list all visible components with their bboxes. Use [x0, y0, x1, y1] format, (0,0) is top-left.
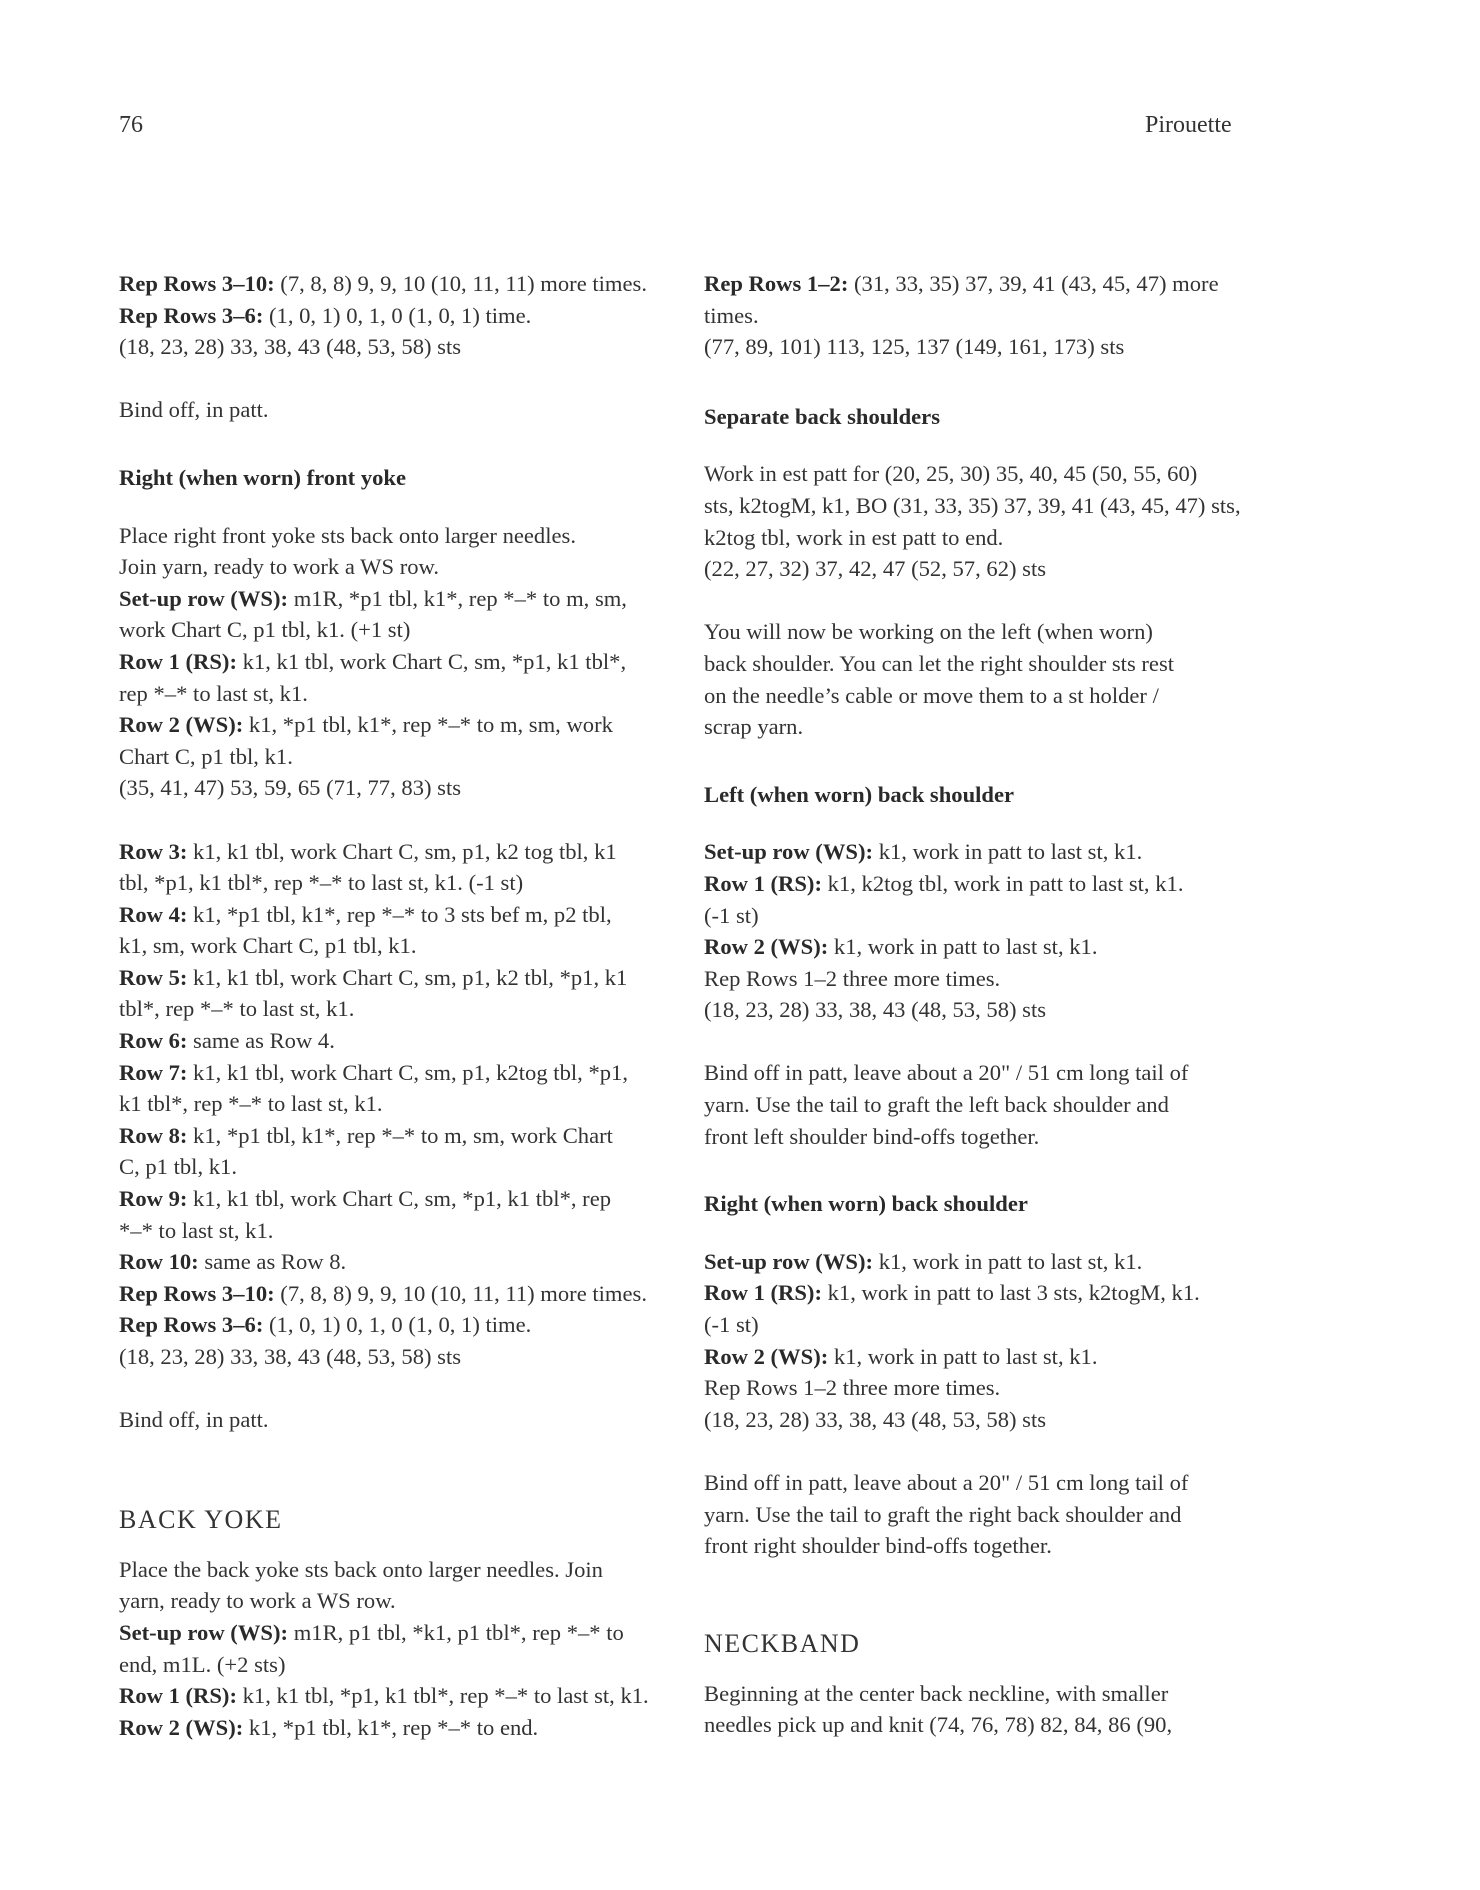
text-line: [704, 994, 1264, 1026]
text-line: [704, 1709, 1264, 1741]
line-text: k1, k1 tbl, work Chart C, sm, p1, k2 tog tbl, k1: [187, 838, 617, 864]
bold-label: Row 2 (WS):: [704, 1343, 829, 1369]
bold-label: Row 1 (RS):: [119, 648, 237, 674]
text-line: [119, 268, 679, 300]
line-text: yarn. Use the tail to graft the right back shoulder and: [704, 1501, 1182, 1527]
line-text: k1, work in patt to last st, k1.: [873, 1248, 1143, 1274]
text-line: [119, 583, 679, 615]
subheading-left-back-shoulder: Left (when worn) back shoulder: [704, 781, 1015, 807]
bold-label: Rep Rows 1–2:: [704, 271, 849, 296]
bold-label: Set-up row (WS):: [704, 1248, 874, 1274]
text-line: [704, 1309, 1264, 1341]
line-text: (77, 89, 101) 113, 125, 137 (149, 161, 173) sts: [704, 334, 1125, 360]
line-text: *–* to last st, k1.: [119, 1217, 274, 1243]
line-text: Join yarn, ready to work a WS row.: [119, 554, 440, 580]
running-title: Pirouette: [1145, 112, 1232, 138]
line-text: Chart C, p1 tbl, k1.: [119, 743, 293, 769]
line-text: end, m1L. (+2 sts): [119, 1651, 286, 1677]
line-text: Bind off in patt, leave about a 20" / 51 cm long tail of: [704, 1470, 1189, 1495]
line-text: needles pick up and knit (74, 76, 78) 82, 84, 86 (90,: [704, 1712, 1173, 1738]
paragraph: [704, 1678, 1264, 1741]
line-text: front left shoulder bind-offs together.: [704, 1123, 1040, 1149]
text-line: [119, 1151, 679, 1183]
line-text: (18, 23, 28) 33, 38, 43 (48, 53, 58) sts: [704, 997, 1047, 1023]
text-line: [704, 711, 1264, 743]
line-text: Beginning at the center back neckline, with smaller: [704, 1680, 1169, 1706]
section-heading-neckband: NECKBAND: [704, 1628, 861, 1658]
text-line: [119, 551, 679, 583]
text-line: [119, 1183, 679, 1215]
line-text: (1, 0, 1) 0, 1, 0 (1, 0, 1) time.: [263, 1312, 532, 1338]
line-text: (7, 8, 8) 9, 9, 10 (10, 11, 11) more times.: [274, 1280, 647, 1306]
line-text: (22, 27, 32) 37, 42, 47 (52, 57, 62) sts: [704, 556, 1047, 582]
line-text: scrap yarn.: [704, 714, 804, 740]
bold-label: Set-up row (WS):: [119, 585, 289, 611]
bold-label: Row 7:: [119, 1059, 188, 1085]
bold-label: Row 8:: [119, 1122, 188, 1148]
bold-label: Set-up row (WS):: [119, 1619, 289, 1645]
text-line: [119, 962, 679, 994]
line-text: times.: [704, 302, 759, 328]
text-line: [119, 1554, 679, 1586]
line-text: k1, k1 tbl, work Chart C, sm, p1, k2 tbl, *p1, k1: [187, 964, 628, 990]
line-text: Rep Rows 1–2 three more times.: [704, 1375, 1001, 1401]
text-line: [119, 1025, 679, 1057]
line-text: k1, k1 tbl, *p1, k1 tbl*, rep *–* to last st, k1.: [236, 1683, 649, 1709]
text-line: [119, 1246, 679, 1278]
paragraph: [704, 1057, 1264, 1152]
line-text: Place the back yoke sts back onto larger needles. Join: [119, 1556, 603, 1582]
line-text: k1, *p1 tbl, k1*, rep *–* to end.: [243, 1714, 539, 1740]
line-text: yarn, ready to work a WS row.: [119, 1588, 396, 1614]
line-text: C, p1 tbl, k1.: [119, 1154, 237, 1180]
line-text: k1 tbl*, rep *–* to last st, k1.: [119, 1091, 383, 1117]
page-number: 76: [119, 112, 143, 138]
bold-label: Set-up row (WS):: [704, 839, 874, 865]
text-line: [704, 1089, 1264, 1121]
bold-label: Row 4:: [119, 901, 188, 927]
bold-label: Rep Rows 3–10:: [119, 271, 275, 296]
line-text: on the needle’s cable or move them to a st holder /: [704, 682, 1159, 708]
line-text: front right shoulder bind-offs together.: [704, 1533, 1052, 1559]
text-line: [704, 331, 1264, 363]
line-text: (31, 33, 35) 37, 39, 41 (43, 45, 47) more: [848, 271, 1219, 296]
line-text: sts, k2togM, k1, BO (31, 33, 35) 37, 39, 41 (43, 45, 47) sts,: [704, 492, 1241, 518]
line-text: Place right front yoke sts back onto larger needles.: [119, 522, 576, 548]
text-line: [704, 931, 1264, 963]
text-line: [704, 1341, 1264, 1373]
text-line: [119, 1088, 679, 1120]
line-text: You will now be working on the left (when worn): [704, 619, 1153, 645]
text-line: [704, 836, 1264, 868]
text-line: [119, 1712, 679, 1744]
text-line: [119, 1057, 679, 1089]
bold-label: Rep Rows 3–10:: [119, 1280, 275, 1306]
text-line: [704, 648, 1264, 680]
bold-label: Row 2 (WS):: [704, 934, 829, 960]
text-line: [704, 1057, 1264, 1089]
bold-label: Row 1 (RS):: [704, 1280, 822, 1306]
text-line: [119, 709, 679, 741]
line-text: k1, k1 tbl, work Chart C, sm, *p1, k1 tbl*,: [236, 648, 627, 674]
subheading-right-front-yoke: Right (when worn) front yoke: [119, 464, 407, 490]
line-text: work Chart C, p1 tbl, k1. (+1 st): [119, 617, 411, 643]
line-text: k1, work in patt to last st, k1.: [873, 839, 1143, 865]
line-text: same as Row 8.: [198, 1249, 347, 1275]
line-text: m1R, *p1 tbl, k1*, rep *–* to m, sm,: [288, 585, 627, 611]
text-line: [704, 1121, 1264, 1153]
bold-label: Row 6:: [119, 1028, 188, 1054]
text-line: [119, 300, 679, 332]
bold-label: Rep Rows 3–6:: [119, 1312, 264, 1338]
bold-label: Row 10:: [119, 1249, 199, 1275]
line-text: (1, 0, 1) 0, 1, 0 (1, 0, 1) time.: [263, 302, 532, 328]
line-text: k1, k1 tbl, work Chart C, sm, p1, k2tog tbl, *p1,: [187, 1059, 628, 1085]
paragraph: [119, 268, 679, 363]
text-line: [704, 680, 1264, 712]
paragraph-text: Bind off, in patt.: [119, 397, 269, 423]
line-text: k1, *p1 tbl, k1*, rep *–* to m, sm, work Chart: [187, 1122, 613, 1148]
line-text: k1, work in patt to last 3 sts, k2togM, k1.: [821, 1280, 1200, 1306]
text-line: [704, 616, 1264, 648]
line-text: (18, 23, 28) 33, 38, 43 (48, 53, 58) sts: [119, 334, 462, 360]
text-line: [119, 930, 679, 962]
paragraph: [704, 1467, 1264, 1562]
text-line: [119, 1617, 679, 1649]
text-line: [119, 331, 679, 363]
line-text: Bind off in patt, leave about a 20" / 51 cm long tail of: [704, 1060, 1189, 1086]
line-text: k1, work in patt to last st, k1.: [828, 1343, 1098, 1369]
left-column: [119, 268, 679, 1743]
line-text: Rep Rows 1–2 three more times.: [704, 965, 1001, 991]
text-line: [119, 772, 679, 804]
line-text: (35, 41, 47) 53, 59, 65 (71, 77, 83) sts: [119, 775, 462, 801]
subheading-right-back-shoulder: Right (when worn) back shoulder: [704, 1191, 1028, 1217]
text-line: [119, 741, 679, 773]
line-text: k1, k2tog tbl, work in patt to last st, k1.: [821, 870, 1184, 896]
line-text: Work in est patt for (20, 25, 30) 35, 40, 45 (50, 55, 60): [704, 461, 1198, 487]
bold-label: Rep Rows 3–6:: [119, 302, 264, 328]
text-line: [119, 1680, 679, 1712]
text-line: [704, 458, 1264, 490]
paragraph: [119, 1554, 679, 1744]
text-line: [119, 993, 679, 1025]
text-line: [119, 836, 679, 868]
bold-label: Row 2 (WS):: [119, 712, 244, 738]
text-line: [704, 900, 1264, 932]
text-line: [704, 1372, 1264, 1404]
line-text: m1R, p1 tbl, *k1, p1 tbl*, rep *–* to: [288, 1619, 624, 1645]
text-line: [119, 1649, 679, 1681]
section-heading-back-yoke: BACK YOKE: [119, 1504, 283, 1534]
paragraph: [119, 836, 679, 1373]
text-line: [704, 1678, 1264, 1710]
bold-label: Row 2 (WS):: [119, 1714, 244, 1740]
text-line: [704, 268, 1264, 300]
paragraph: [119, 520, 679, 804]
line-text: tbl*, rep *–* to last st, k1.: [119, 996, 355, 1022]
text-line: [119, 1215, 679, 1247]
line-text: k1, work in patt to last st, k1.: [828, 934, 1098, 960]
text-line: [704, 868, 1264, 900]
line-text: back shoulder. You can let the right shoulder sts rest: [704, 650, 1175, 676]
text-line: [119, 520, 679, 552]
line-text: tbl, *p1, k1 tbl*, rep *–* to last st, k1. (-1 st): [119, 870, 524, 896]
bold-label: Row 5:: [119, 964, 188, 990]
text-line: [704, 300, 1264, 332]
line-text: k1, *p1 tbl, k1*, rep *–* to m, sm, work: [243, 712, 613, 738]
bold-label: Row 9:: [119, 1186, 188, 1212]
text-line: [119, 1309, 679, 1341]
paragraph: [704, 458, 1264, 584]
line-text: (18, 23, 28) 33, 38, 43 (48, 53, 58) sts: [704, 1406, 1047, 1432]
line-text: (18, 23, 28) 33, 38, 43 (48, 53, 58) sts: [119, 1344, 462, 1369]
line-text: (-1 st): [704, 1312, 759, 1338]
paragraph: [704, 1246, 1264, 1436]
line-text: k2tog tbl, work in est patt to end.: [704, 524, 1004, 550]
bold-label: Row 1 (RS):: [119, 1683, 237, 1709]
line-text: (7, 8, 8) 9, 9, 10 (10, 11, 11) more times.: [274, 271, 647, 296]
text-line: [704, 490, 1264, 522]
text-line: [704, 1404, 1264, 1436]
paragraph: [704, 268, 1264, 363]
subheading-separate-back-shoulders: Separate back shoulders: [704, 403, 940, 429]
text-line: [119, 646, 679, 678]
text-line: [119, 1278, 679, 1310]
line-text: (-1 st): [704, 902, 759, 928]
bold-label: Row 3:: [119, 838, 188, 864]
line-text: rep *–* to last st, k1.: [119, 680, 308, 706]
text-line: [119, 1120, 679, 1152]
paragraph: [704, 836, 1264, 1026]
text-line: [119, 614, 679, 646]
paragraph-text: Bind off, in patt.: [119, 1407, 269, 1433]
line-text: k1, *p1 tbl, k1*, rep *–* to 3 sts bef m, p2 tbl,: [187, 901, 612, 927]
paragraph: [704, 616, 1264, 742]
line-text: k1, k1 tbl, work Chart C, sm, *p1, k1 tbl*, rep: [187, 1186, 612, 1212]
text-line: [704, 1246, 1264, 1278]
text-line: [119, 867, 679, 899]
text-line: [119, 1585, 679, 1617]
text-line: [119, 899, 679, 931]
text-line: [704, 522, 1264, 554]
text-line: [704, 963, 1264, 995]
right-column: [704, 268, 1264, 1741]
text-line: [119, 1341, 679, 1373]
text-line: [704, 1499, 1264, 1531]
text-line: [119, 678, 679, 710]
text-line: [704, 1530, 1264, 1562]
bold-label: Row 1 (RS):: [704, 870, 822, 896]
line-text: yarn. Use the tail to graft the left back shoulder and: [704, 1092, 1169, 1118]
line-text: same as Row 4.: [187, 1028, 335, 1054]
text-line: [704, 1277, 1264, 1309]
line-text: k1, sm, work Chart C, p1 tbl, k1.: [119, 933, 417, 959]
text-line: [704, 553, 1264, 585]
text-line: [704, 1467, 1264, 1499]
